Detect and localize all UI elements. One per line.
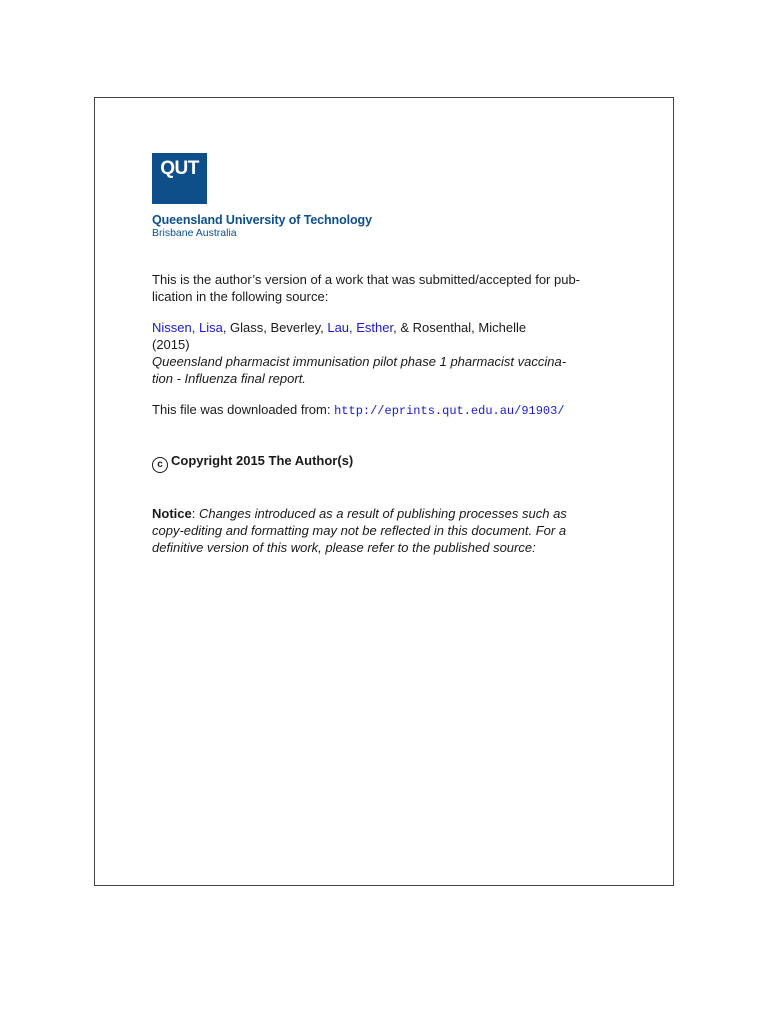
report-title-line-2: tion - Influenza final report.	[152, 371, 306, 386]
author-glass: Glass, Beverley,	[226, 320, 328, 335]
download-line	[152, 401, 617, 420]
author-separator: ,	[222, 320, 227, 335]
university-name: Queensland University of Technology	[152, 213, 372, 227]
notice-label: Notice	[152, 506, 192, 521]
author-rosenthal: , & Rosenthal, Michelle	[393, 320, 527, 335]
qut-logo-text: QUT	[160, 158, 199, 179]
page-frame	[94, 97, 674, 886]
citation-year: (2015)	[152, 337, 190, 352]
notice-colon: :	[191, 506, 199, 521]
intro-line-1: This is the author’s version of a work that was submitted/accepted for pub-	[152, 272, 581, 287]
citation	[152, 319, 617, 387]
report-title-line-1: Queensland pharmacist immunisation pilot phase 1 pharmacist vaccina-	[152, 354, 567, 369]
copyright-text: Copyright 2015 The Author(s)	[171, 453, 354, 468]
notice-paragraph	[152, 505, 617, 556]
intro-paragraph	[152, 271, 617, 305]
author-link-nissen[interactable]: Nissen, Lisa	[152, 320, 223, 335]
copyright-line	[152, 452, 617, 473]
eprints-url-link[interactable]: http://eprints.qut.edu.au/91903/	[334, 404, 565, 418]
notice-line-2: copy-editing and formatting may not be reflected in this document. For a	[152, 523, 567, 538]
cover-content	[152, 153, 617, 556]
qut-logo	[152, 153, 207, 204]
notice-line-1: Changes introduced as a result of publishing processes such as	[198, 506, 567, 521]
intro-line-2: lication in the following source:	[152, 289, 329, 304]
notice-line-3: definitive version of this work, please refer to the published source:	[152, 540, 536, 555]
university-location: Brisbane Australia	[152, 227, 237, 239]
copyright-icon: c	[152, 457, 168, 473]
download-label: This file was downloaded from:	[152, 402, 335, 417]
author-link-lau[interactable]: Lau, Esther	[327, 320, 394, 335]
